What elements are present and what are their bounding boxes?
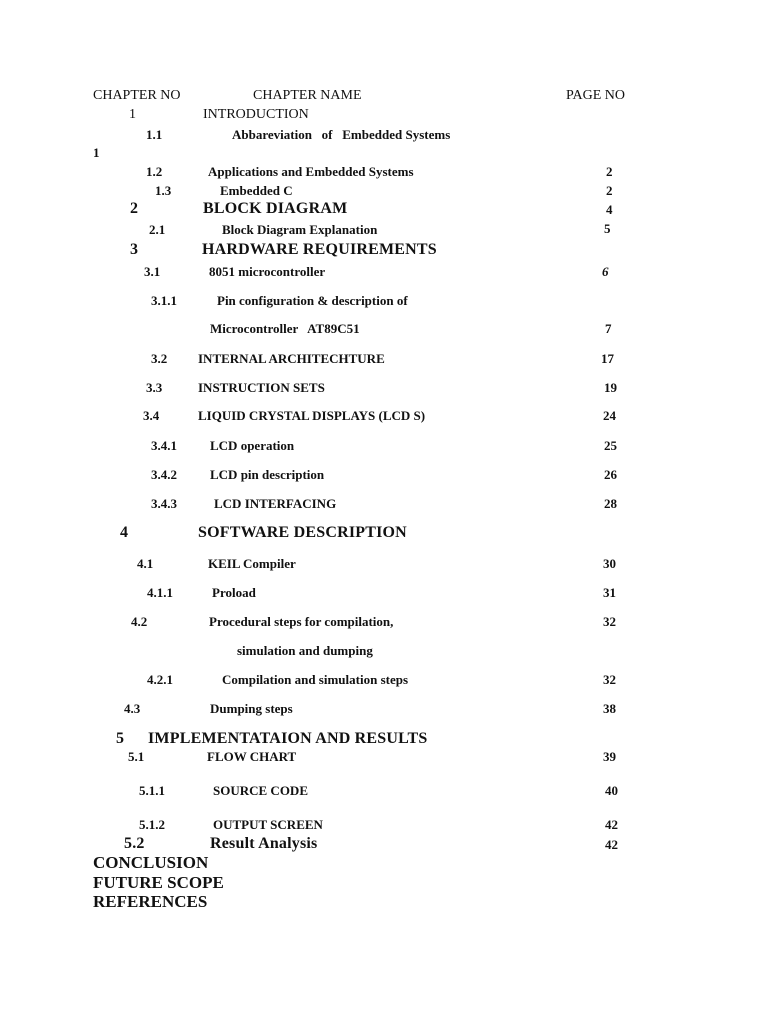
entry-title: 8051 microcontroller [209,264,326,279]
entry-number: 3.3 [146,380,163,395]
entry-title: INSTRUCTION SETS [198,380,325,395]
entry-title: Block Diagram Explanation [222,222,378,237]
header-chapter-no: CHAPTER NO [93,88,181,103]
entry-title: OUTPUT SCREEN [213,817,323,832]
entry-title: Applications and Embedded Systems [208,164,414,179]
header-page-no: PAGE NO [566,88,625,103]
entry-number: 2.1 [149,222,166,237]
entry-page: 17 [601,351,614,366]
entry-number: 4 [120,524,129,541]
entry-title: LCD operation [210,438,295,453]
back-matter-references: REFERENCES [93,892,208,911]
entry-number: 3.4.1 [151,438,177,453]
entry-number: 3.4 [143,408,160,423]
entry-title: Microcontroller AT89C51 [210,321,360,336]
entry-page: 5 [604,221,611,236]
back-matter-future-scope: FUTURE SCOPE [93,873,224,892]
entry-page: 32 [603,672,616,687]
entry-page: 4 [606,202,613,217]
entry-page: 31 [603,585,616,600]
entry-number: 5.2 [124,835,145,852]
entry-title: Pin configuration & description of [217,293,408,308]
entry-page: 26 [604,467,617,482]
entry-number: 2 [130,200,139,217]
entry-number: 5.1.2 [139,817,165,832]
entry-number: 1 [129,107,136,122]
entry-title: Abbareviation of Embedded Systems [232,127,451,142]
entry-number: 5.1.1 [139,783,165,798]
entry-page: 38 [603,701,616,716]
entry-number: 4.3 [124,701,141,716]
entry-page: 24 [603,408,616,423]
entry-number: 4.1 [137,556,154,571]
entry-number: 3.4.3 [151,496,177,511]
entry-number: 4.1.1 [147,585,173,600]
entry-title: Result Analysis [210,835,318,852]
entry-title: Proload [212,585,256,600]
entry-title: INTRODUCTION [203,107,309,122]
entry-number: 1.3 [155,183,172,198]
entry-page: 42 [605,817,618,832]
entry-title: SOURCE CODE [213,783,308,798]
entry-title: FLOW CHART [207,749,297,764]
entry-title: LCD pin description [210,467,325,482]
entry-number: 3.2 [151,351,168,366]
entry-page: 30 [603,556,616,571]
entry-page: 42 [605,837,618,852]
entry-page: 6 [602,264,609,279]
entry-title: Compilation and simulation steps [222,672,409,687]
entry-title: IMPLEMENTATAION AND RESULTS [148,730,428,747]
entry-title: simulation and dumping [237,643,373,658]
entry-title: Procedural steps for compilation, [209,614,394,629]
entry-number: 3.1.1 [151,293,177,308]
entry-page: 2 [606,183,613,198]
entry-page: 40 [605,783,618,798]
entry-title: KEIL Compiler [208,556,296,571]
entry-number: 1.1 [146,127,163,142]
entry-title: Embedded C [220,183,293,198]
entry-page: 19 [604,380,617,395]
entry-page: 25 [604,438,617,453]
entry-number: 5 [116,730,125,747]
entry-page: 39 [603,749,616,764]
entry-number: 5.1 [128,749,145,764]
entry-page: 2 [606,164,613,179]
back-matter-conclusion: CONCLUSION [93,853,209,872]
header-chapter-name: CHAPTER NAME [253,88,362,103]
entry-page: 28 [604,496,617,511]
entry-number: 3.4.2 [151,467,177,482]
entry-number: 4.2 [131,614,148,629]
entry-number: 1.2 [146,164,163,179]
entry-number: 4.2.1 [147,672,173,687]
entry-title: SOFTWARE DESCRIPTION [198,524,407,541]
entry-number: 3 [130,241,139,258]
entry-page: 1 [93,145,100,160]
entry-title: BLOCK DIAGRAM [203,200,348,217]
entry-title: Dumping steps [210,701,293,716]
entry-title: LIQUID CRYSTAL DISPLAYS (LCD S) [198,408,426,423]
entry-number: 3.1 [144,264,161,279]
entry-page: 32 [603,614,616,629]
entry-title: LCD INTERFACING [214,496,337,511]
entry-title: HARDWARE REQUIREMENTS [202,241,437,258]
entry-page: 7 [605,321,612,336]
entry-title: INTERNAL ARCHITECHTURE [198,351,385,366]
